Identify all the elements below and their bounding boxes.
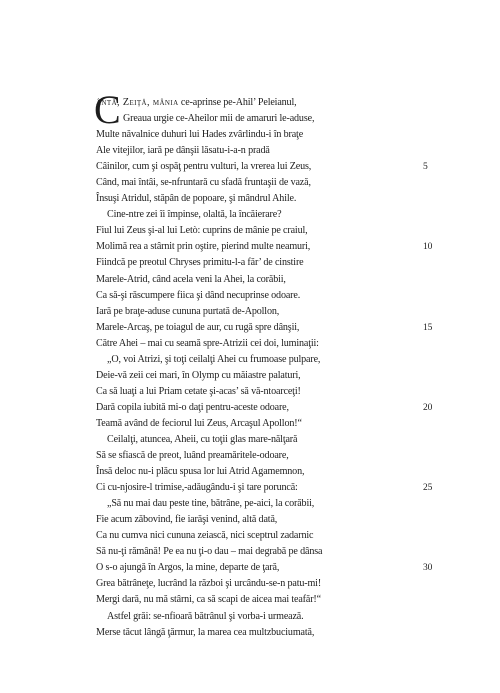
line-text: Ale vitejilor, iară pe dânşii lăsatu-i-a-n pradă <box>96 145 270 157</box>
poem-line <box>96 448 436 464</box>
line-text: „O, voi Atrizi, şi toţi ceilalţi Ahei cu frumoase pulpare, <box>107 353 321 365</box>
line-text: Teamă având de feciorul lui Zeus, Arcaşul Apollon!“ <box>96 417 302 429</box>
line-text: Fie acum zăbovind, fie iarăşi venind, altă dată, <box>96 514 278 526</box>
poem-line <box>96 207 436 223</box>
poem-text <box>94 87 436 641</box>
poem-line <box>96 272 436 288</box>
line-text: Însă deloc nu-i plăcu spusa lor lui Atrid Agamemnon, <box>96 466 305 478</box>
line-text: Să nu-ţi rămână! Pe ea nu ţi-o dau – mai degrabă pe dânsa <box>96 546 323 558</box>
line-text: „Să nu mai dau peste tine, bătrâne, pe-aici, la corăbii, <box>107 498 315 510</box>
line-text: Ci cu-njosire-l trimise,-adăugându-i şi tare poruncă: <box>96 482 298 494</box>
line-text: Să se sfiască de preot, luând preamăritele-odoare, <box>96 450 289 462</box>
line-number: 25 <box>423 483 433 494</box>
poem-line <box>96 320 436 336</box>
poem-line <box>96 625 436 641</box>
line-number: 5 <box>423 162 428 173</box>
poem-line <box>96 239 436 255</box>
line-text: Deie-vă zeii cei mari, în Olymp cu măiastre palaturi, <box>96 369 301 381</box>
poem-line <box>96 384 436 400</box>
line-text: Ca să-şi răscumpere fiica şi dând necuprinse odoare. <box>96 289 301 301</box>
poem-line <box>96 159 436 175</box>
poem-line <box>96 544 436 560</box>
poem-line <box>96 255 436 271</box>
line-text: Ca să luaţi a lui Priam cetate şi-acas’ să vă-ntoarceţi! <box>96 385 301 397</box>
line-text: Marele-Arcaş, pe toiagul de aur, cu rugă spre dânşii, <box>96 321 300 333</box>
line-number: 20 <box>423 402 433 413</box>
poem-line <box>96 368 436 384</box>
poem-line <box>96 464 436 480</box>
line-text: Astfel grăi: se-nfioară bătrânul şi vorba-i urmează. <box>107 610 304 622</box>
poem-line <box>96 576 436 592</box>
poem-line <box>96 560 436 576</box>
line-text: Multe năvalnice duhuri lui Hades zvârlindu-i în braţe <box>96 129 304 141</box>
poem-line <box>96 592 436 608</box>
line-text: Iară pe braţe-aduse cununa purtată de-Apollon, <box>96 305 280 317</box>
line-text: O s-o ajungă în Argos, la mine, departe de ţară, <box>96 562 280 574</box>
poem-line <box>96 352 436 368</box>
line-text: Fiindcă pe preotul Chryses primitu-l-a făr’ de cinstire <box>96 257 304 269</box>
poem-line <box>96 496 436 512</box>
line-text: Ca nu cumva nici cununa zeiască, nici sceptrul zadarnic <box>96 530 314 542</box>
poem-line <box>96 127 436 143</box>
line-text: Dară copila iubită mi-o daţi pentru-aceste odoare, <box>96 401 289 413</box>
poem-line <box>96 528 436 544</box>
line-text: Ceilalţi, atuncea, Aheii, cu toţii glas mare-nălţară <box>107 433 298 445</box>
line-text: Mergi dară, nu mă stârni, ca să scapi de aicea mai teafăr!“ <box>96 594 321 606</box>
poem-line <box>96 609 436 625</box>
poem-line <box>96 336 436 352</box>
poem-line <box>96 288 436 304</box>
drop-cap: C <box>94 87 121 132</box>
poem-line <box>96 480 436 496</box>
poem-line <box>96 191 436 207</box>
poem-line <box>96 432 436 448</box>
first-line-rest: ce-aprinse pe-Ahil’ Peleianul, <box>178 97 297 108</box>
line-number: 15 <box>423 322 433 333</box>
line-number: 10 <box>423 242 433 253</box>
poem-line <box>96 304 436 320</box>
poem-line <box>96 111 436 127</box>
poem-line <box>96 512 436 528</box>
poem-line <box>96 416 436 432</box>
line-number: 30 <box>423 563 433 574</box>
line-text: Câinilor, cum şi ospăţ pentru vulturi, la vrerea lui Zeus, <box>96 161 312 173</box>
line-text: Grea bătrâneţe, lucrând la război şi urcându-se-n patu-mi! <box>96 578 322 590</box>
poem-line <box>96 143 436 159</box>
line-text: Însuşi Atridul, stăpân de popoare, şi mândrul Ahile. <box>96 193 297 205</box>
line-text: Marele-Atrid, când acela veni la Ahei, la corăbii, <box>96 273 286 285</box>
poem-line <box>96 223 436 239</box>
line-text: Când, mai întâi, se-nfruntară cu sfadă fruntaşii de vază, <box>96 177 311 189</box>
poem-line <box>96 400 436 416</box>
line-text: Merse tăcut lângă ţărmur, la marea cea multzbuciumată, <box>96 626 315 638</box>
opening-words: ântă, Zeiţă, mânia <box>96 97 179 108</box>
line-text: Greaua urgie ce-Aheilor mii de amaruri le-aduse, <box>123 113 315 125</box>
line-text: Molimă rea a stârnit prin oştire, pierind multe neamuri, <box>96 241 311 253</box>
line-text: Către Ahei – mai cu seamă spre-Atrizii cei doi, luminaţii: <box>96 337 319 349</box>
line-text: Fiul lui Zeus şi-al lui Letò: cuprins de mânie pe craiul, <box>96 225 308 237</box>
line-text: Cine-ntre zei îi împinse, olaltă, la încăierare? <box>107 209 282 221</box>
poem-line <box>96 175 436 191</box>
